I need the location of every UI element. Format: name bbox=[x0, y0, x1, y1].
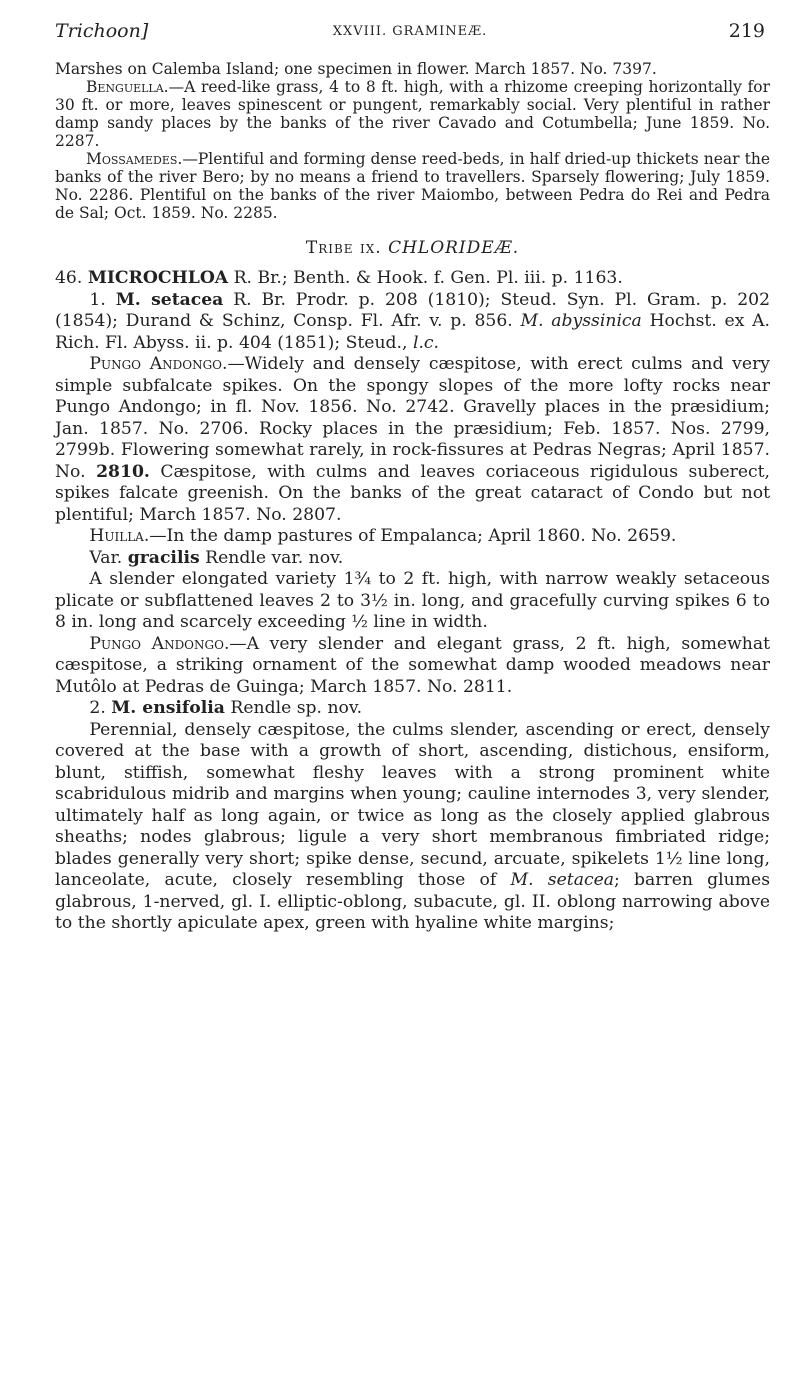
species-number: 1. bbox=[89, 289, 106, 310]
genus-name: MICROCHLOA bbox=[87, 268, 229, 288]
variety-label: Var. bbox=[89, 547, 123, 568]
species-authority: Rendle sp. nov. bbox=[230, 698, 363, 718]
synonym-citation: Hochst. ex A. Rich. Fl. Abyss. ii. p. 404 (1851); Steud., bbox=[55, 311, 771, 353]
tribe-name: CHLORIDEÆ. bbox=[388, 238, 520, 258]
variety-name: gracilis bbox=[127, 547, 200, 568]
header-left: Trichoon] bbox=[55, 20, 149, 42]
paragraph-text: —Widely and densely cæspitose, with erect culms and very simple subfalcate spikes. On the spongy slopes of the more lofty rocks near Pungo Andongo; in fl. Nov. 1856. No. 2742. Gravelly places in the præsidium; Jan. 1857. No. 2706. Rocky places in the præsidium; Feb. 1857. Nos. 2799, 2799b. Flowering somewhat rarely, in rock-fissures at Pedras Negras; April 1857. bbox=[55, 354, 770, 460]
paragraph-text: —Plentiful and forming dense reed-beds, in half dried-up thickets near the banks of the river Bero; by no means a friend to travellers. Sparsely flowering; July 1859. No. 2286. Plentiful on the banks of the river Maiombo, between Pedra do Rei and Pedra de Sal; Oct. 1859. No. 2285. bbox=[55, 150, 770, 222]
locality: Pungo Andongo. bbox=[89, 633, 230, 654]
paragraph-text-continued: Cæspitose, with culms and leaves coriaceous rigidulous suberect, spikes falcate greenish. On the banks of the great cataract of Condo but not plentiful; March 1857. No. 2807. bbox=[55, 461, 771, 525]
tribe-label: Tribe ix. bbox=[305, 238, 382, 258]
paragraph-text: —A reed-like grass, 4 to 8 ft. high, with a rhizome creeping horizontally for 30 ft. or more, leaves spinescent or pungent, remarkably social. Very plentiful in rather damp sandy places by the banks of the river Cavado and Cotumbella; June 1859. No. 2287. bbox=[55, 78, 770, 150]
locality: Mossamedes. bbox=[86, 150, 183, 168]
genus-number: 46. bbox=[55, 268, 83, 288]
page-number: 219 bbox=[728, 20, 765, 42]
paragraph-pungo-andongo-2 bbox=[55, 634, 770, 699]
synonym-name: M. abyssinica bbox=[520, 311, 642, 331]
description-text-continued: ; barren glumes glabrous, 1-nerved, gl. I. elliptic-oblong, subacute, gl. II. oblong narrowing above to the shortly apiculate apex, green with hyaline white margins; bbox=[55, 870, 771, 933]
variety-authority: Rendle var. nov. bbox=[205, 547, 344, 568]
running-header bbox=[55, 20, 765, 50]
locality: Pungo Andongo. bbox=[89, 354, 228, 374]
tribe-heading bbox=[55, 238, 770, 258]
paragraph-text: —In the damp pastures of Empalanca; April 1860. No. 2659. bbox=[149, 526, 677, 546]
description-text: Perennial, densely cæspitose, the culms slender, ascending or erect, densely covered at the base with a growth of short, ascending, distichous, ensiform, blunt, stiffish, somewhat fleshy leaves with a strong prominent white scabridulous midrib and margins when young; cauline internodes 3, very slender, ultimately half as long again, or twice as long as the closely applied glabrous sheaths; nodes glabrous; ligule a very short membranous fimbriated ridge; blades generally very short; spike dense, secund, arcuate, spikelets 1½ line long, lanceolate, acute, closely resembling those of bbox=[55, 719, 770, 890]
species-citation: R. Br. Prodr. p. 208 (1810); Steud. Syn. Pl. Gram. p. 202 (1854); Durand & Schinz, Consp. Fl. Afr. v. p. 856. bbox=[55, 289, 771, 331]
paragraph-marshes: Marshes on Calemba Island; one specimen in flower. March 1857. No. 7397. bbox=[55, 60, 657, 78]
variety-heading bbox=[55, 548, 770, 570]
paragraph-benguella bbox=[55, 78, 770, 150]
species-description bbox=[55, 720, 770, 935]
paragraph-huilla bbox=[55, 526, 770, 548]
variety-description: A slender elongated variety 1¾ to 2 ft. high, with narrow weakly setaceous plicate or subflattened leaves 2 to 3½ in. long, and gracefully curving spikes 6 to 8 in. long and scarcely exceeding ½ line in width. bbox=[55, 569, 770, 632]
paragraph-text: —A very slender and elegant grass, 2 ft. high, somewhat cæspitose, a striking ornament of the somewhat damp wooded meadows near Mutôlo at Pedras de Guinga; March 1857. No. 2811. bbox=[55, 633, 771, 697]
specimen-label: No. bbox=[55, 461, 86, 482]
paragraph-pungo-andongo bbox=[55, 354, 770, 526]
species-setacea bbox=[55, 290, 770, 355]
locality: Benguella. bbox=[86, 78, 169, 96]
header-center: XXVIII. GRAMINEÆ. bbox=[332, 24, 488, 39]
genus-citation: R. Br.; Benth. & Hook. f. Gen. Pl. iii. p. 1163. bbox=[233, 268, 623, 288]
species-number: 2. bbox=[89, 698, 106, 718]
species-reference: M. setacea bbox=[510, 870, 614, 890]
species-ensifolia bbox=[55, 698, 770, 720]
species-name: M. setacea bbox=[115, 289, 224, 310]
loc-cit: l.c. bbox=[412, 332, 440, 353]
locality: Huilla. bbox=[89, 526, 150, 546]
genus-heading bbox=[55, 268, 770, 290]
paragraph-mossamedes bbox=[55, 150, 770, 222]
specimen-number: 2810. bbox=[96, 461, 150, 482]
species-name: M. ensifolia bbox=[111, 698, 225, 718]
page-body bbox=[55, 60, 770, 935]
